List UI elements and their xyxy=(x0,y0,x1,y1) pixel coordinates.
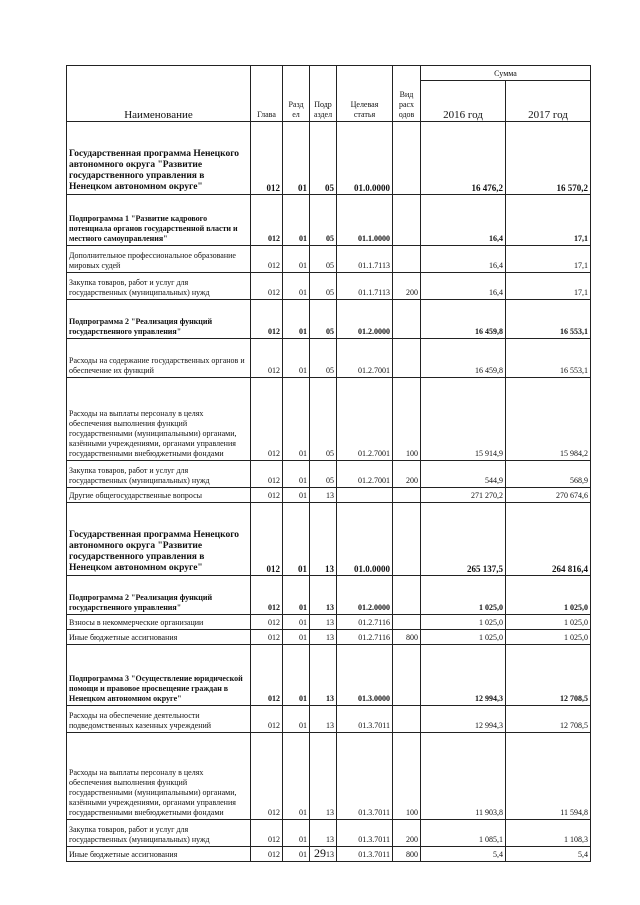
cell-podrazdel: 13 xyxy=(310,615,337,630)
cell-glava: 012 xyxy=(251,122,283,195)
cell-razdel: 01 xyxy=(283,820,310,847)
cell-vid xyxy=(393,645,421,706)
header-glava: Глава xyxy=(251,66,283,122)
cell-sum-2017: 16 553,1 xyxy=(506,339,591,378)
cell-target: 01.3.7011 xyxy=(337,820,393,847)
cell-target: 01.2.7001 xyxy=(337,339,393,378)
cell-sum-2016: 16,4 xyxy=(421,246,506,273)
cell-vid xyxy=(393,246,421,273)
cell-target xyxy=(337,488,393,503)
cell-razdel: 01 xyxy=(283,122,310,195)
table-row xyxy=(67,576,591,615)
cell-name: Закупка товаров, работ и услуг для государственных (муниципальных) нужд xyxy=(67,820,251,847)
cell-target: 01.3.7011 xyxy=(337,706,393,733)
cell-target: 01.1.7113 xyxy=(337,246,393,273)
table-row xyxy=(67,503,591,576)
cell-name: Иные бюджетные ассигнования xyxy=(67,630,251,645)
header-target: Целевая статья xyxy=(337,66,393,122)
cell-sum-2016: 5,4 xyxy=(421,847,506,862)
cell-sum-2016: 1 085,1 xyxy=(421,820,506,847)
cell-razdel: 01 xyxy=(283,630,310,645)
cell-glava: 012 xyxy=(251,576,283,615)
cell-sum-2017: 568,9 xyxy=(506,461,591,488)
table-row xyxy=(67,645,591,706)
cell-sum-2017: 270 674,6 xyxy=(506,488,591,503)
cell-target: 01.0.0000 xyxy=(337,122,393,195)
cell-sum-2017: 16 553,1 xyxy=(506,300,591,339)
cell-sum-2017: 5,4 xyxy=(506,847,591,862)
cell-sum-2017: 1 025,0 xyxy=(506,576,591,615)
cell-podrazdel: 13 xyxy=(310,847,337,862)
cell-glava: 012 xyxy=(251,461,283,488)
cell-target: 01.2.7116 xyxy=(337,630,393,645)
cell-glava: 012 xyxy=(251,378,283,461)
cell-sum-2016: 15 914,9 xyxy=(421,378,506,461)
cell-sum-2016: 16,4 xyxy=(421,195,506,246)
cell-sum-2017: 1 025,0 xyxy=(506,630,591,645)
cell-razdel: 01 xyxy=(283,847,310,862)
header-vid: Вид расх одов xyxy=(393,66,421,122)
header-razdel: Разд ел xyxy=(283,66,310,122)
cell-vid xyxy=(393,300,421,339)
cell-target: 01.3.7011 xyxy=(337,733,393,820)
table-row xyxy=(67,195,591,246)
cell-glava: 012 xyxy=(251,820,283,847)
cell-target: 01.3.0000 xyxy=(337,645,393,706)
cell-sum-2016: 16 476,2 xyxy=(421,122,506,195)
cell-sum-2016: 1 025,0 xyxy=(421,630,506,645)
cell-vid xyxy=(393,195,421,246)
cell-sum-2016: 12 994,3 xyxy=(421,706,506,733)
cell-glava: 012 xyxy=(251,733,283,820)
header-2017: 2017 год xyxy=(506,81,591,122)
cell-name: Расходы на содержание государственных органов и обеспечение их функций xyxy=(67,339,251,378)
cell-podrazdel: 13 xyxy=(310,706,337,733)
cell-vid: 800 xyxy=(393,847,421,862)
cell-target: 01.1.7113 xyxy=(337,273,393,300)
cell-podrazdel: 05 xyxy=(310,378,337,461)
cell-vid xyxy=(393,576,421,615)
cell-sum-2017: 17,1 xyxy=(506,246,591,273)
cell-name: Закупка товаров, работ и услуг для государственных (муниципальных) нужд xyxy=(67,461,251,488)
table-row xyxy=(67,615,591,630)
cell-sum-2016: 271 270,2 xyxy=(421,488,506,503)
cell-vid: 100 xyxy=(393,378,421,461)
table-row xyxy=(67,461,591,488)
cell-name: Закупка товаров, работ и услуг для государственных (муниципальных) нужд xyxy=(67,273,251,300)
cell-vid: 200 xyxy=(393,273,421,300)
table-row xyxy=(67,300,591,339)
table-row xyxy=(67,706,591,733)
cell-razdel: 01 xyxy=(283,733,310,820)
cell-sum-2016: 16,4 xyxy=(421,273,506,300)
cell-glava: 012 xyxy=(251,847,283,862)
cell-target: 01.2.7001 xyxy=(337,461,393,488)
cell-podrazdel: 13 xyxy=(310,576,337,615)
cell-vid: 800 xyxy=(393,630,421,645)
cell-target: 01.2.7116 xyxy=(337,615,393,630)
cell-vid xyxy=(393,339,421,378)
cell-glava: 012 xyxy=(251,339,283,378)
cell-vid: 200 xyxy=(393,461,421,488)
cell-podrazdel: 05 xyxy=(310,273,337,300)
cell-sum-2017: 1 108,3 xyxy=(506,820,591,847)
cell-glava: 012 xyxy=(251,615,283,630)
table-row xyxy=(67,630,591,645)
cell-glava: 012 xyxy=(251,195,283,246)
cell-razdel: 01 xyxy=(283,645,310,706)
cell-podrazdel: 05 xyxy=(310,300,337,339)
cell-vid xyxy=(393,615,421,630)
cell-razdel: 01 xyxy=(283,378,310,461)
cell-name: Подпрограмма 1 "Развитие кадрового потенциала органов государственной власти и местного самоуправления" xyxy=(67,195,251,246)
cell-name: Расходы на обеспечение деятельности подведомственных казенных учреждений xyxy=(67,706,251,733)
table-row xyxy=(67,339,591,378)
cell-razdel: 01 xyxy=(283,246,310,273)
page-number: 29 xyxy=(314,846,326,860)
cell-razdel: 01 xyxy=(283,339,310,378)
cell-sum-2017: 264 816,4 xyxy=(506,503,591,576)
cell-glava: 012 xyxy=(251,503,283,576)
cell-sum-2016: 1 025,0 xyxy=(421,576,506,615)
cell-podrazdel: 13 xyxy=(310,820,337,847)
cell-podrazdel: 05 xyxy=(310,339,337,378)
cell-vid xyxy=(393,706,421,733)
document-page xyxy=(66,65,590,862)
cell-razdel: 01 xyxy=(283,488,310,503)
cell-sum-2017: 17,1 xyxy=(506,195,591,246)
cell-target: 01.2.0000 xyxy=(337,576,393,615)
table-row xyxy=(67,246,591,273)
cell-name: Подпрограмма 2 "Реализация функций государственного управления" xyxy=(67,576,251,615)
header-podrazdel: Подр аздел xyxy=(310,66,337,122)
cell-podrazdel: 05 xyxy=(310,246,337,273)
cell-razdel: 01 xyxy=(283,615,310,630)
table-row xyxy=(67,273,591,300)
cell-vid: 100 xyxy=(393,733,421,820)
cell-podrazdel: 13 xyxy=(310,733,337,820)
cell-target: 01.0.0000 xyxy=(337,503,393,576)
cell-podrazdel: 13 xyxy=(310,645,337,706)
header-top-row xyxy=(67,66,591,81)
cell-glava: 012 xyxy=(251,246,283,273)
header-name: Наименование xyxy=(67,66,251,122)
cell-sum-2016: 16 459,8 xyxy=(421,339,506,378)
cell-sum-2016: 16 459,8 xyxy=(421,300,506,339)
cell-target: 01.2.7001 xyxy=(337,378,393,461)
cell-sum-2016: 1 025,0 xyxy=(421,615,506,630)
cell-name: Государственная программа Ненецкого автономного округа "Развитие государственного управления в Ненецком автономном округе" xyxy=(67,122,251,195)
cell-name: Взносы в некоммерческие организации xyxy=(67,615,251,630)
cell-glava: 012 xyxy=(251,706,283,733)
cell-glava: 012 xyxy=(251,273,283,300)
cell-podrazdel: 05 xyxy=(310,122,337,195)
cell-sum-2017: 12 708,5 xyxy=(506,645,591,706)
cell-name: Расходы на выплаты персоналу в целях обеспечения выполнения функций государственными (муниципальными) органами, казёнными учреждениями, органами управления государственными внебюджетными фондами xyxy=(67,733,251,820)
cell-sum-2017: 11 594,8 xyxy=(506,733,591,820)
cell-sum-2016: 11 903,8 xyxy=(421,733,506,820)
cell-vid xyxy=(393,122,421,195)
table-row xyxy=(67,733,591,820)
cell-name: Государственная программа Ненецкого автономного округа "Развитие государственного управления в Ненецком автономном округе" xyxy=(67,503,251,576)
cell-name: Дополнительное профессиональное образование мировых судей xyxy=(67,246,251,273)
cell-razdel: 01 xyxy=(283,195,310,246)
cell-glava: 012 xyxy=(251,488,283,503)
cell-razdel: 01 xyxy=(283,576,310,615)
table-row xyxy=(67,378,591,461)
cell-podrazdel: 13 xyxy=(310,488,337,503)
cell-name: Иные бюджетные ассигнования xyxy=(67,847,251,862)
cell-podrazdel: 05 xyxy=(310,195,337,246)
cell-sum-2017: 1 025,0 xyxy=(506,615,591,630)
cell-vid xyxy=(393,488,421,503)
cell-target: 01.2.0000 xyxy=(337,300,393,339)
cell-name: Подпрограмма 3 "Осуществление юридической помощи и правовое просвещение граждан в Ненецком автономном округе" xyxy=(67,645,251,706)
table-row xyxy=(67,820,591,847)
cell-sum-2017: 17,1 xyxy=(506,273,591,300)
cell-razdel: 01 xyxy=(283,706,310,733)
cell-razdel: 01 xyxy=(283,503,310,576)
cell-glava: 012 xyxy=(251,300,283,339)
cell-vid xyxy=(393,503,421,576)
budget-table xyxy=(66,65,591,862)
cell-sum-2017: 16 570,2 xyxy=(506,122,591,195)
cell-podrazdel: 13 xyxy=(310,503,337,576)
header-sum: Сумма xyxy=(421,66,591,81)
cell-razdel: 01 xyxy=(283,273,310,300)
cell-podrazdel: 05 xyxy=(310,461,337,488)
cell-glava: 012 xyxy=(251,645,283,706)
cell-glava: 012 xyxy=(251,630,283,645)
cell-name: Другие общегосударственные вопросы xyxy=(67,488,251,503)
cell-name: Подпрограмма 2 "Реализация функций государственного управления" xyxy=(67,300,251,339)
cell-name: Расходы на выплаты персоналу в целях обеспечения выполнения функций государственными (муниципальными) органами, казёнными учреждениями, органами управления государственными внебюджетными фондами xyxy=(67,378,251,461)
cell-vid: 200 xyxy=(393,820,421,847)
cell-sum-2016: 12 994,3 xyxy=(421,645,506,706)
cell-target: 01.1.0000 xyxy=(337,195,393,246)
table-row xyxy=(67,122,591,195)
table-row xyxy=(67,488,591,503)
cell-podrazdel: 13 xyxy=(310,630,337,645)
cell-razdel: 01 xyxy=(283,461,310,488)
cell-sum-2017: 15 984,2 xyxy=(506,378,591,461)
header-2016: 2016 год xyxy=(421,81,506,122)
cell-sum-2017: 12 708,5 xyxy=(506,706,591,733)
cell-sum-2016: 544,9 xyxy=(421,461,506,488)
cell-sum-2016: 265 137,5 xyxy=(421,503,506,576)
cell-razdel: 01 xyxy=(283,300,310,339)
cell-target: 01.3.7011 xyxy=(337,847,393,862)
